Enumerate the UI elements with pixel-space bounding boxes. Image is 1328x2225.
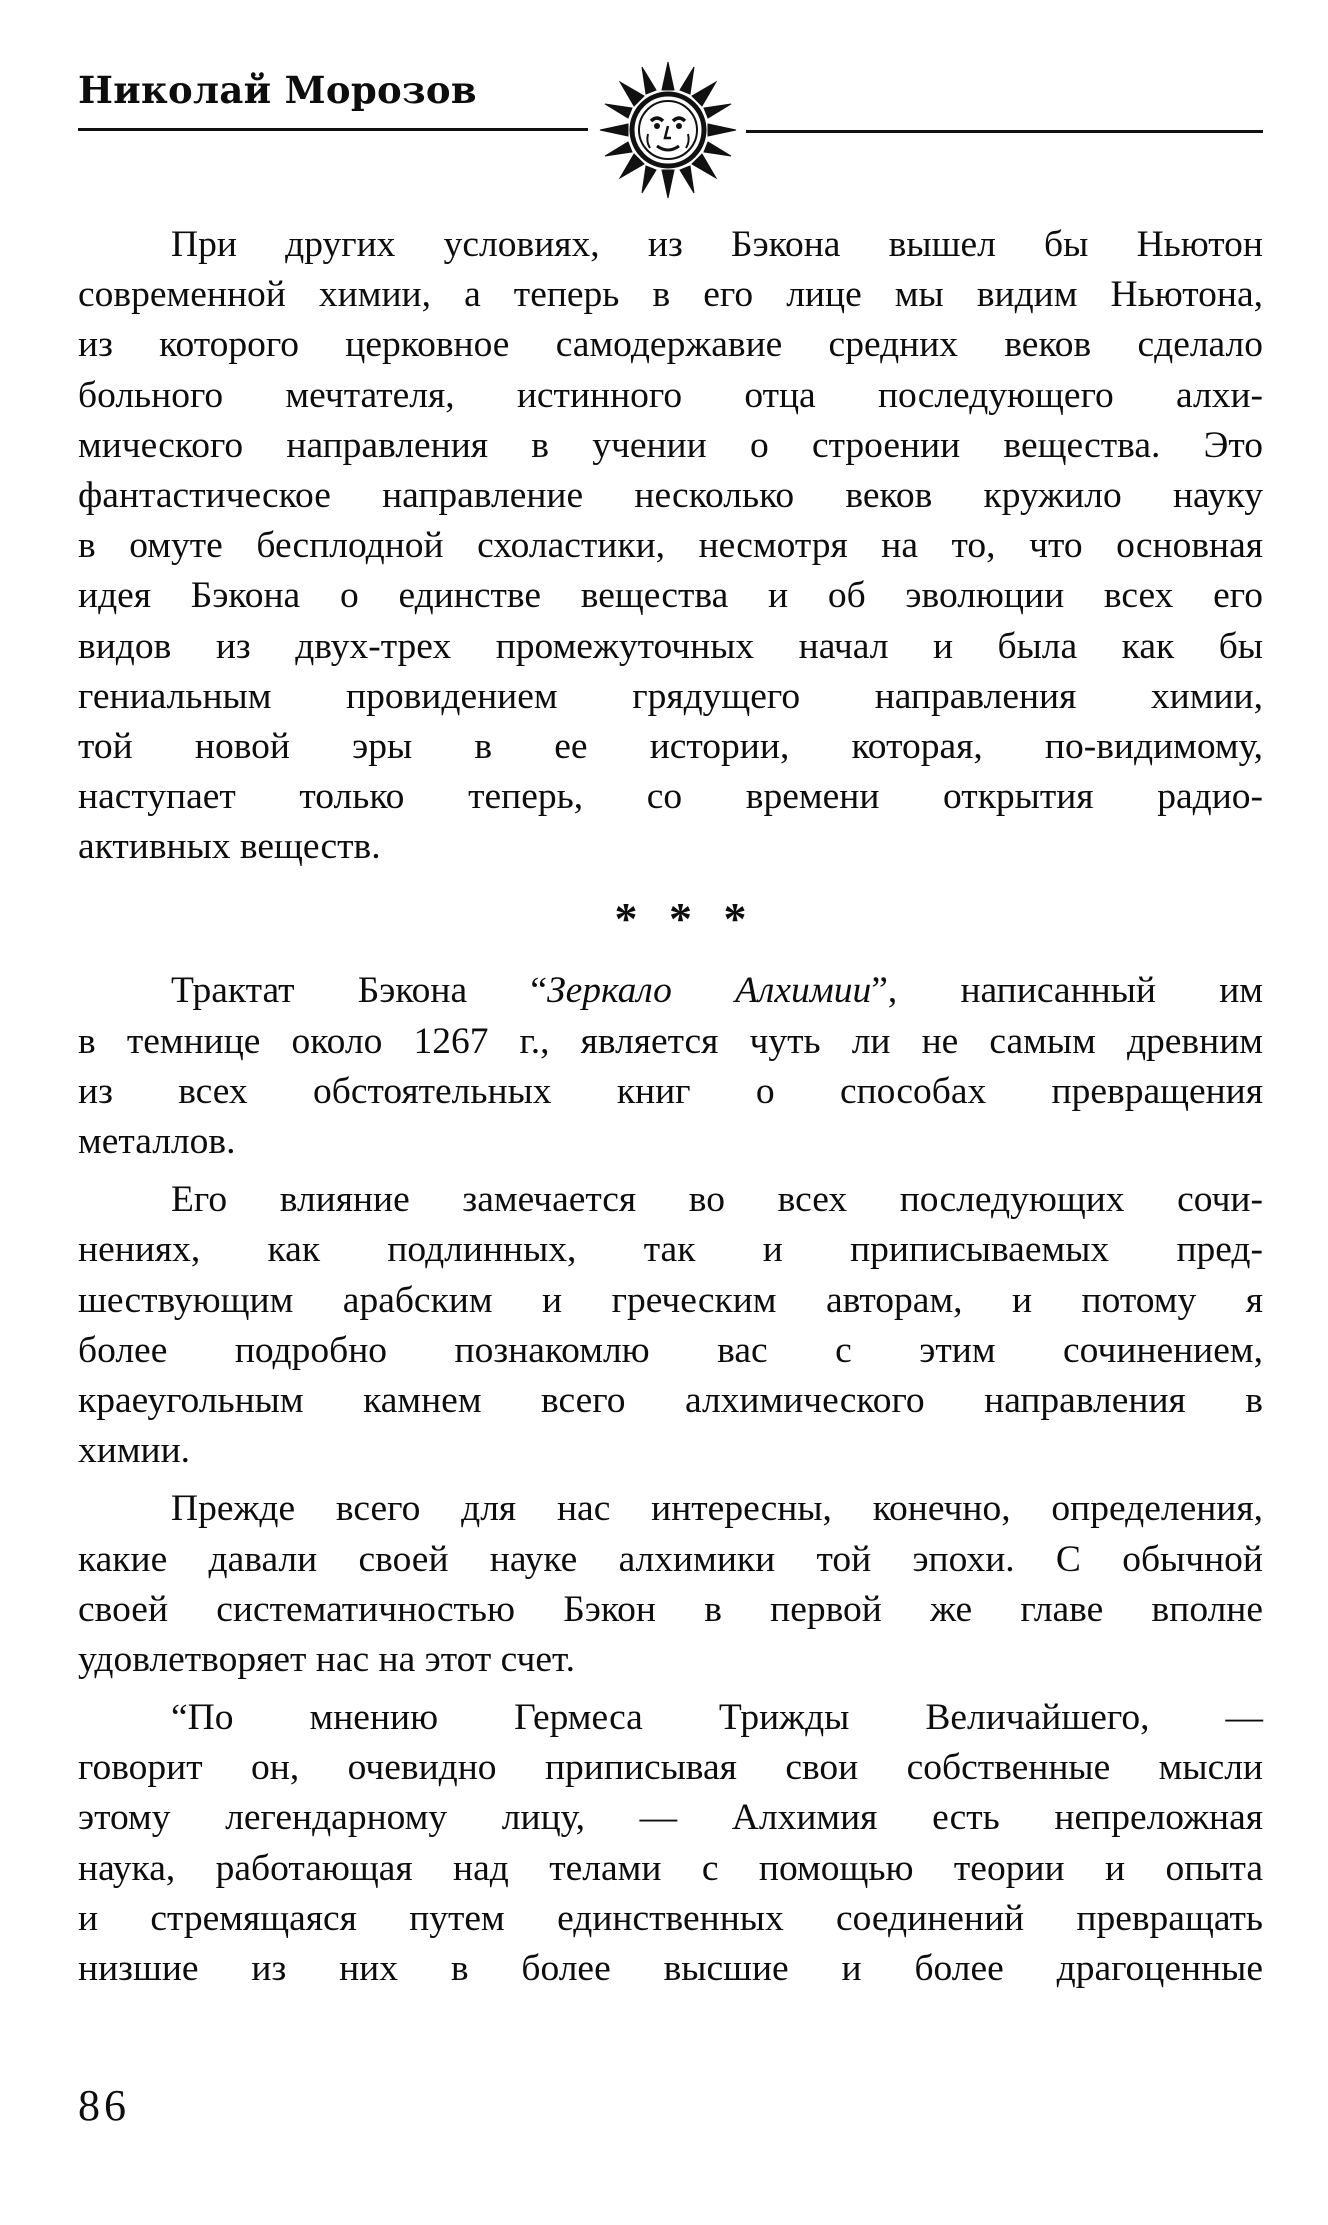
text-line: При других условиях, из Бэкона вышел бы Ньютон [171,224,1263,265]
text-line: наступает только теперь, со времени открытия радио- [78,776,1263,818]
text-line: больного мечтателя, истинного отца последующего алхи- [78,374,1263,416]
text-line: металлов. [78,1121,236,1162]
text-line: из которого церковное самодержавие средних веков сделало [78,324,1263,366]
text-line: современной химии, а теперь в его лице мы видим Ньютона, [78,274,1263,316]
header-rule-right [746,130,1263,133]
text-line: химии. [78,1430,191,1472]
text-line: “По мнению Гермеса Трижды Величайшего, — [171,1697,1263,1739]
text-line: этому легендарному лицу, — Алхимия есть непреложная [78,1797,1263,1839]
text-line: идея Бэкона о единстве вещества и об эволюции всех его [78,575,1263,617]
text-run: Трактат Бэкона “ [171,970,548,1012]
text-line: активных веществ. [78,826,381,868]
book-title: Зеркало Алхимии [547,970,872,1012]
text-line: говорит он, очевидно приписывая свои собственные мысли [78,1747,1263,1789]
header-rule-left [78,128,588,131]
text-line: какие давали своей науке алхимики той эпохи. С обычной [78,1538,1263,1580]
text-line: более подробно познакомлю вас с этим сочинением, [78,1329,1263,1371]
text-line: мического направления в учении о строении вещества. Это [78,424,1263,466]
paragraph-2 [78,966,1263,1167]
sun-face-icon [598,60,738,200]
text-line: из всех обстоятельных книг о способах превращения [78,1070,1263,1112]
text-line: удовлетворяет нас на этот счет. [78,1638,575,1680]
text-line: своей систематичностью Бэкон в первой же главе вполне [78,1588,1263,1630]
text-line: гениальным провидением грядущего направления химии, [78,675,1263,717]
text-line [78,966,1263,1016]
text-line: видов из двух-трех промежуточных начал и была как бы [78,625,1263,667]
page-header [78,60,1263,200]
section-separator: * * * [614,893,757,945]
text-line: низшие из них в более высшие и более драгоценные [78,1948,1263,1989]
text-line: в темнице около 1267 г., является чуть ли не самым древним [78,1020,1263,1062]
text-line: шествующим арабским и греческим авторам, и потому я [78,1279,1263,1321]
text-line: Его влияние замечается во всех последующих сочи- [171,1179,1263,1221]
text-line: нениях, как подлинных, так и приписываемых пред- [78,1229,1263,1271]
text-line: и стремящаяся путем единственных соединений превращать [78,1897,1263,1939]
paragraph-5 [78,1693,1263,1994]
text-line: в омуте бесплодной схоластики, несмотря на то, что основная [78,525,1263,567]
running-head-author: Николай Морозов [78,68,477,112]
paragraph-3 [78,1175,1263,1476]
page-number: 86 [78,2081,130,2130]
paragraph-4 [78,1484,1263,1685]
text-line: фантастическое направление несколько веков кружило науку [78,474,1263,516]
paragraph-1 [78,220,1263,872]
text-line: Прежде всего для нас интересны, конечно, определения, [171,1488,1263,1530]
text-line: наука, работающая над телами с помощью теории и опыта [78,1847,1263,1889]
text-line: той новой эры в ее истории, которая, по-видимому, [78,725,1263,767]
text-line: краеугольным камнем всего алхимического направления в [78,1379,1263,1421]
text-run: ”, написанный им [871,970,1263,1012]
page-body [78,220,1263,1994]
